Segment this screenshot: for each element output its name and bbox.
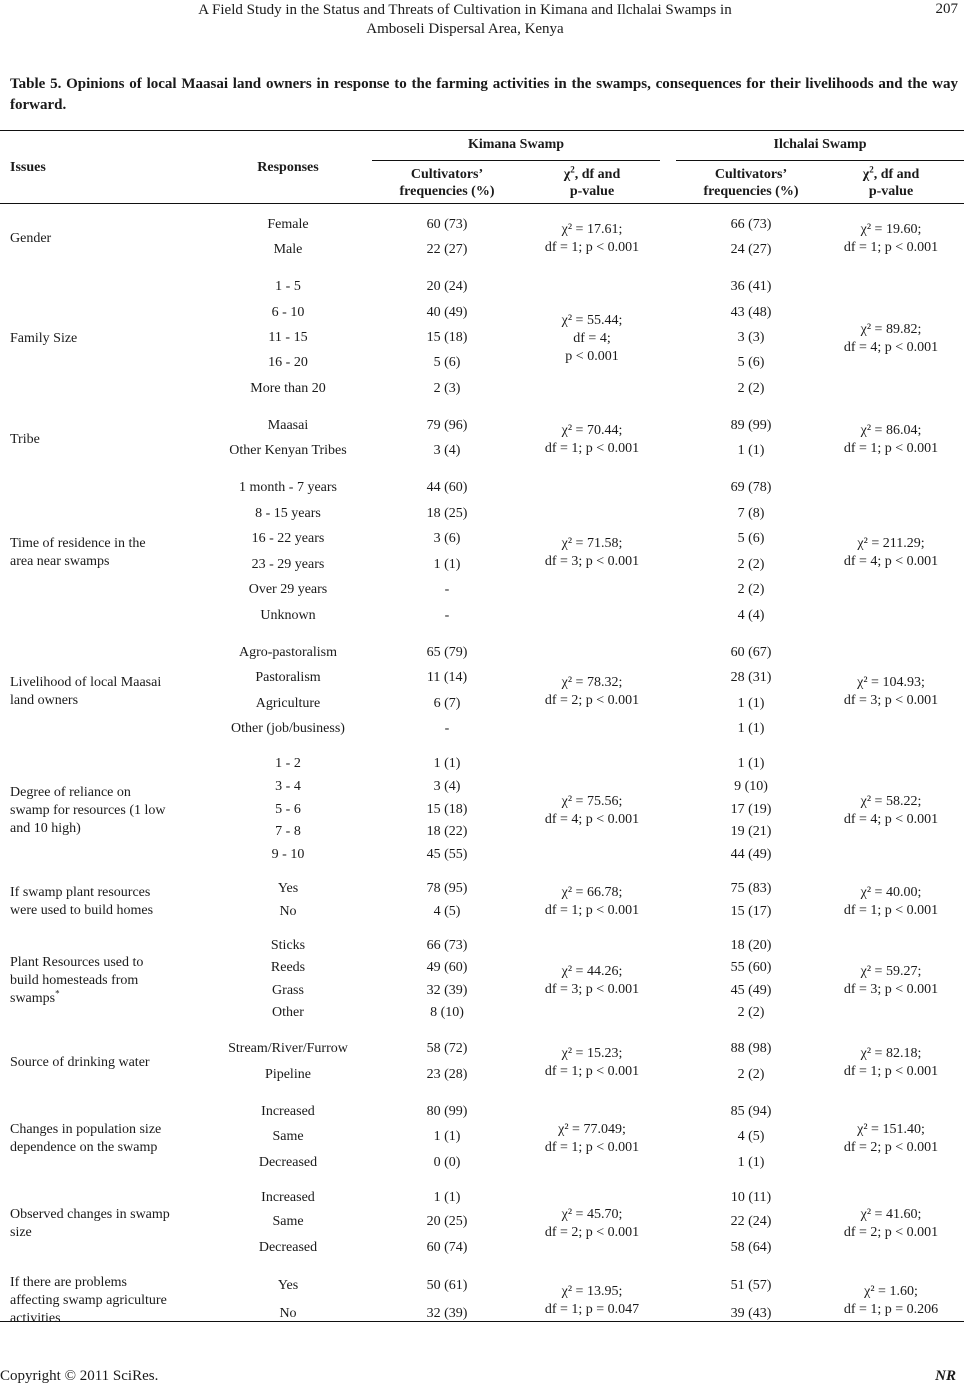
ilchalai-stat-cell-line: df = 1; p < 0.001 [843,441,939,456]
ilchalai-stat-cell-line: χ² = 82.18; [860,1046,922,1061]
kimana-frequency-cell: 6 (7) [433,696,461,711]
journal-abbrev: NR [935,1368,956,1384]
kimana-stat-cell-line: df = 1; p < 0.001 [544,903,640,918]
ilchalai-stat-cell-line: χ² = 211.29; [857,536,925,551]
ilchalai-frequency-cell: 2 (2) [737,1067,765,1082]
ilchalai-frequency-cell: 7 (8) [737,506,765,521]
kimana-stat-cell-line: df = 1; p < 0.001 [544,1140,640,1155]
response-cell: Pastoralism [255,670,321,685]
issue-cell-line: swamps* [10,988,60,1006]
header-ilchalai-swamp: Ilchalai Swamp [773,137,867,152]
response-cell: Decreased [258,1240,318,1255]
kimana-stat-cell-line: χ² = 17.61; [561,222,623,237]
kimana-frequency-cell: 58 (72) [426,1041,468,1056]
kimana-stat-cell-line: χ² = 75.56; [561,794,623,809]
response-cell: Unknown [260,608,316,623]
ilchalai-frequency-cell: 2 (2) [737,557,765,572]
header-kimana-frequencies: Cultivators’ frequencies (%) [399,167,495,199]
ilchalai-frequency-cell: 88 (98) [730,1041,772,1056]
kimana-frequency-cell: 11 (14) [426,670,468,685]
response-cell: 16 - 20 [268,355,308,370]
ilchalai-frequency-cell: 1 (1) [737,696,765,711]
response-cell: Same [272,1214,304,1229]
kimana-stat-cell [522,674,662,710]
issue-cell-line: size [10,1225,32,1240]
ilchalai-stat-cell-line: df = 1; p < 0.001 [843,903,939,918]
issue-cell-line: Changes in population size [10,1122,162,1137]
running-header [0,0,964,40]
kimana-frequency-cell: - [444,582,450,597]
ilchalai-stat-cell-line: χ² = 104.93; [857,675,925,690]
kimana-stat-cell-line: χ² = 70.44; [561,423,623,438]
issue-cell-line: land owners [10,693,79,708]
ilchalai-frequency-cell: 24 (27) [730,242,772,257]
ilchalai-frequency-cell: 4 (4) [737,608,765,623]
kimana-stat-cell-line: df = 2; p < 0.001 [544,693,640,708]
ilchalai-frequency-cell: 44 (49) [730,847,772,862]
response-cell: Other Kenyan Tribes [229,443,347,458]
kimana-stat-cell [522,312,662,366]
issue-cell-line: Plant Resources used to [10,955,144,970]
kimana-frequency-cell: 60 (74) [426,1240,468,1255]
issue-cell [10,884,200,920]
kimana-stat-cell [522,963,662,999]
header-ilchalai-chi-square: $\chi^2$, df and p-value [862,164,920,199]
response-cell: Pipeline [265,1067,311,1082]
issue-cell-line: build homesteads from [10,973,139,988]
issue-cell [10,784,200,838]
kimana-stat-cell-line: χ² = 44.26; [561,964,623,979]
ilchalai-frequency-cell: 22 (24) [730,1214,772,1229]
ilchalai-stat-cell [818,1045,964,1081]
issue-cell [10,674,200,710]
ilchalai-frequency-cell: 85 (94) [730,1104,772,1119]
ilchalai-frequency-cell: 28 (31) [730,670,772,685]
ilchalai-stat-cell-line: df = 2; p < 0.001 [843,1140,939,1155]
ilchalai-stat-cell-line: df = 3; p < 0.001 [843,982,939,997]
kimana-stat-cell-line: χ² = 13.95; [561,1284,623,1299]
response-cell: 8 - 15 years [255,506,321,521]
header-responses: Responses [257,160,319,175]
ilchalai-frequency-cell: 15 (17) [730,904,772,919]
ilchalai-stat-cell-line: χ² = 19.60; [860,222,922,237]
kimana-frequency-cell: 3 (4) [433,443,461,458]
kimana-frequency-cell: 80 (99) [426,1104,468,1119]
kimana-frequency-cell: 5 (6) [433,355,461,370]
ilchalai-frequency-cell: 43 (48) [730,305,772,320]
kimana-stat-cell-line: df = 3; p < 0.001 [544,982,640,997]
kimana-frequency-cell: 3 (6) [433,531,461,546]
kimana-frequency-cell: 32 (39) [426,1306,468,1321]
ilchalai-stat-cell-line: df = 4; p < 0.001 [843,554,939,569]
response-cell: 3 - 4 [275,779,301,794]
kimana-frequency-cell: 2 (3) [433,381,461,396]
running-title [0,1,930,39]
kimana-frequency-cell: 23 (28) [426,1067,468,1082]
ilchalai-stat-cell-line: df = 1; p < 0.001 [843,1064,939,1079]
kimana-frequency-cell: 20 (24) [426,279,468,294]
issue-cell [10,330,200,348]
running-title-line2: Amboseli Dispersal Area, Kenya [366,21,564,37]
issue-cell-line: If there are problems [10,1275,127,1290]
ilchalai-frequency-cell: 45 (49) [730,983,772,998]
copyright-notice: Copyright © 2011 SciRes. [0,1368,159,1384]
response-cell: 23 - 29 years [251,557,325,572]
kimana-stat-cell [522,221,662,257]
issue-cell [10,1054,200,1072]
kimana-stat-cell-line: df = 1; p < 0.001 [544,1064,640,1079]
kimana-stat-cell-line: df = 3; p < 0.001 [544,554,640,569]
issue-cell-line: were used to build homes [10,903,154,918]
kimana-stat-cell [522,793,662,829]
response-cell: Decreased [258,1155,318,1170]
response-cell: 9 - 10 [271,847,305,862]
response-cell: 16 - 22 years [251,531,325,546]
kimana-frequency-cell: 1 (1) [433,756,461,771]
kimana-frequency-cell: 20 (25) [426,1214,468,1229]
response-cell: Same [272,1129,304,1144]
ilchalai-frequency-cell: 2 (2) [737,1005,765,1020]
response-cell: 5 - 6 [275,802,301,817]
issue-cell-line: Time of residence in the [10,536,146,551]
response-cell: Maasai [267,418,309,433]
response-cell: Yes [277,881,299,896]
kimana-frequency-cell: 18 (25) [426,506,468,521]
issue-cell-line: Family Size [10,331,78,346]
kimana-frequency-cell: 1 (1) [433,1190,461,1205]
kimana-frequency-cell: 79 (96) [426,418,468,433]
kimana-frequency-cell: 3 (4) [433,779,461,794]
ilchalai-stat-cell [818,1121,964,1157]
table-header-rule [0,203,964,204]
ilchalai-stat-cell [818,674,964,710]
ilchalai-stat-cell-line: χ² = 86.04; [860,423,922,438]
response-cell: No [279,904,297,919]
ilchalai-frequency-cell: 60 (67) [730,645,772,660]
ilchalai-frequency-cell: 58 (64) [730,1240,772,1255]
issue-cell-line: activities [10,1311,61,1326]
header-kimana-chi-square: $\chi^2$, df and p-value [563,164,621,199]
response-cell: 11 - 15 [268,330,308,345]
ilchalai-stat-cell [818,963,964,999]
kimana-stat-cell [522,1283,662,1319]
kimana-stat-cell-line: df = 1; p < 0.001 [544,441,640,456]
issue-cell-line: Tribe [10,432,40,447]
running-title-line1: A Field Study in the Status and Threats of Cultivation in Kimana and Ilchalai Swamps in [198,2,732,18]
ilchalai-frequency-cell: 1 (1) [737,721,765,736]
ilchalai-stat-cell-line: df = 3; p < 0.001 [843,693,939,708]
kimana-frequency-cell: 66 (73) [426,938,468,953]
ilchalai-stat-cell [818,1206,964,1242]
kimana-stat-cell-line: χ² = 77.049; [558,1122,626,1137]
kimana-frequency-cell: 44 (60) [426,480,468,495]
response-cell: 6 - 10 [271,305,305,320]
header-issues: Issues [10,160,46,175]
issue-cell-line: and 10 high) [10,821,81,836]
response-cell: 7 - 8 [275,824,301,839]
issue-cell-line: Source of drinking water [10,1055,150,1070]
ilchalai-stat-cell-line: χ² = 89.82; [860,322,922,337]
response-cell: Agro-pastoralism [239,645,337,660]
kimana-frequency-cell: 45 (55) [426,847,468,862]
ilchalai-frequency-cell: 5 (6) [737,355,765,370]
kimana-frequency-cell: 4 (5) [433,904,461,919]
kimana-frequency-cell: 1 (1) [433,557,461,572]
kimana-frequency-cell: 0 (0) [433,1155,461,1170]
kimana-frequency-cell: 50 (61) [426,1278,468,1293]
response-cell: More than 20 [250,381,326,396]
ilchalai-stat-cell-line: df = 1; p < 0.001 [843,240,939,255]
issue-cell-line: affecting swamp agriculture [10,1293,167,1308]
ilchalai-stat-cell-line: df = 1; p = 0.206 [843,1302,939,1317]
kimana-stat-cell-line: df = 1; p = 0.047 [544,1302,640,1317]
ilchalai-frequency-cell: 66 (73) [730,217,772,232]
issue-cell-line: dependence on the swamp [10,1140,158,1155]
ilchalai-frequency-cell: 1 (1) [737,443,765,458]
ilchalai-frequency-cell: 4 (5) [737,1129,765,1144]
response-cell: Reeds [270,960,306,975]
kimana-frequency-cell: 49 (60) [426,960,468,975]
issue-cell [10,431,200,449]
ilchalai-frequency-cell: 3 (3) [737,330,765,345]
ilchalai-stat-cell-line: χ² = 41.60; [860,1207,922,1222]
ilchalai-stat-cell [818,221,964,257]
footnote-marker: * [55,988,60,999]
response-cell: Female [267,217,309,232]
kimana-frequency-cell: 8 (10) [430,1005,464,1020]
ilchalai-stat-cell-line: df = 4; p < 0.001 [843,812,939,827]
ilchalai-frequency-cell: 18 (20) [730,938,772,953]
header-kimana-swamp: Kimana Swamp [467,137,565,152]
table-caption: Table 5. Opinions of local Maasai land owners in response to the farming activities in the swamps, consequences for their livelihoods and the way forward. [10,76,958,113]
issue-cell-line: Degree of reliance on [10,785,131,800]
ilchalai-stat-cell-line: df = 2; p < 0.001 [843,1225,939,1240]
ilchalai-stat-cell [818,1283,964,1319]
issue-cell [10,1274,200,1328]
issue-cell [10,535,200,571]
response-cell: Sticks [270,938,306,953]
ilchalai-stat-cell-line: χ² = 151.40; [857,1122,925,1137]
kimana-frequency-cell: 32 (39) [426,983,468,998]
kimana-stat-cell [522,884,662,920]
kimana-stat-cell-line: χ² = 66.78; [561,885,623,900]
kimana-frequency-cell: - [444,721,450,736]
response-cell: Male [273,242,303,257]
response-cell: Grass [272,983,304,998]
response-cell: Increased [261,1190,315,1205]
ilchalai-frequency-cell: 51 (57) [730,1278,772,1293]
issue-cell-line: Observed changes in swamp [10,1207,170,1222]
kimana-frequency-cell: 1 (1) [433,1129,461,1144]
ilchalai-frequency-cell: 9 (10) [734,779,768,794]
issue-cell-line: Livelihood of local Maasai [10,675,162,690]
kimana-frequency-cell: - [444,608,450,623]
ilchalai-frequency-cell: 17 (19) [730,802,772,817]
ilchalai-frequency-cell: 39 (43) [730,1306,772,1321]
ilchalai-frequency-cell: 10 (11) [730,1190,772,1205]
ilchalai-frequency-cell: 1 (1) [737,756,765,771]
ilchalai-frequency-cell: 69 (78) [730,480,772,495]
issue-cell-line: If swamp plant resources [10,885,151,900]
kimana-frequency-cell: 60 (73) [426,217,468,232]
response-cell: Other (job/business) [231,721,345,736]
kimana-stat-cell-line: p < 0.001 [565,349,619,364]
kimana-frequency-cell: 15 (18) [426,330,468,345]
ilchalai-stat-cell [818,422,964,458]
ilchalai-frequency-cell: 19 (21) [730,824,772,839]
kimana-stat-cell-line: χ² = 78.32; [561,675,623,690]
response-cell: 1 - 5 [275,279,301,294]
response-cell: 1 month - 7 years [239,480,337,495]
kimana-stat-cell-line: χ² = 45.70; [561,1207,623,1222]
issue-cell [10,1121,200,1157]
ilchalai-stat-cell [818,535,964,571]
page-number: 207 [935,1,958,17]
response-cell: Yes [277,1278,299,1293]
kimana-frequency-cell: 40 (49) [426,305,468,320]
ilchalai-frequency-cell: 36 (41) [730,279,772,294]
ilchalai-frequency-cell: 2 (2) [737,381,765,396]
response-cell: Increased [261,1104,315,1119]
ilchalai-stat-cell-line: χ² = 1.60; [864,1284,918,1299]
kimana-frequency-cell: 65 (79) [426,645,468,660]
ilchalai-group-rule [676,160,964,161]
kimana-frequency-cell: 18 (22) [426,824,468,839]
kimana-stat-cell-line: df = 2; p < 0.001 [544,1225,640,1240]
kimana-frequency-cell: 15 (18) [426,802,468,817]
kimana-stat-cell-line: χ² = 15.23; [561,1046,623,1061]
response-cell: Agriculture [255,696,321,711]
kimana-stat-cell-line: df = 4; p < 0.001 [544,812,640,827]
ilchalai-frequency-cell: 1 (1) [737,1155,765,1170]
ilchalai-frequency-cell: 55 (60) [730,960,772,975]
ilchalai-stat-cell [818,321,964,357]
kimana-stat-cell [522,1045,662,1081]
response-cell: Stream/River/Furrow [228,1041,348,1056]
kimana-frequency-cell: 22 (27) [426,242,468,257]
kimana-stat-cell [522,1206,662,1242]
kimana-stat-cell [522,535,662,571]
header-ilchalai-frequencies: Cultivators’ frequencies (%) [703,167,799,199]
ilchalai-stat-cell [818,884,964,920]
ilchalai-stat-cell [818,793,964,829]
issue-cell [10,954,200,1008]
ilchalai-frequency-cell: 89 (99) [730,418,772,433]
issue-cell [10,230,200,248]
ilchalai-frequency-cell: 5 (6) [737,531,765,546]
ilchalai-stat-cell-line: χ² = 40.00; [860,885,922,900]
kimana-stat-cell [522,422,662,458]
issue-cell-line: area near swamps [10,554,110,569]
ilchalai-stat-cell-line: df = 4; p < 0.001 [843,340,939,355]
issue-cell [10,1206,200,1242]
kimana-stat-cell [522,1121,662,1157]
ilchalai-stat-cell-line: χ² = 59.27; [860,964,922,979]
kimana-stat-cell-line: χ² = 55.44; [561,313,623,328]
ilchalai-stat-cell-line: χ² = 58.22; [860,794,922,809]
kimana-stat-cell-line: χ² = 71.58; [561,536,623,551]
kimana-stat-cell-line: df = 4; [573,331,611,346]
ilchalai-frequency-cell: 2 (2) [737,582,765,597]
ilchalai-frequency-cell: 75 (83) [730,881,772,896]
response-cell: 1 - 2 [275,756,301,771]
table-top-rule [0,130,964,131]
response-cell: Over 29 years [248,582,328,597]
kimana-frequency-cell: 78 (95) [426,881,468,896]
kimana-group-rule [372,160,660,161]
response-cell: Other [272,1005,304,1020]
issue-cell-line: Gender [10,231,52,246]
issue-cell-line: swamp for resources (1 low [10,803,166,818]
kimana-stat-cell-line: df = 1; p < 0.001 [544,240,640,255]
response-cell: No [279,1306,297,1321]
